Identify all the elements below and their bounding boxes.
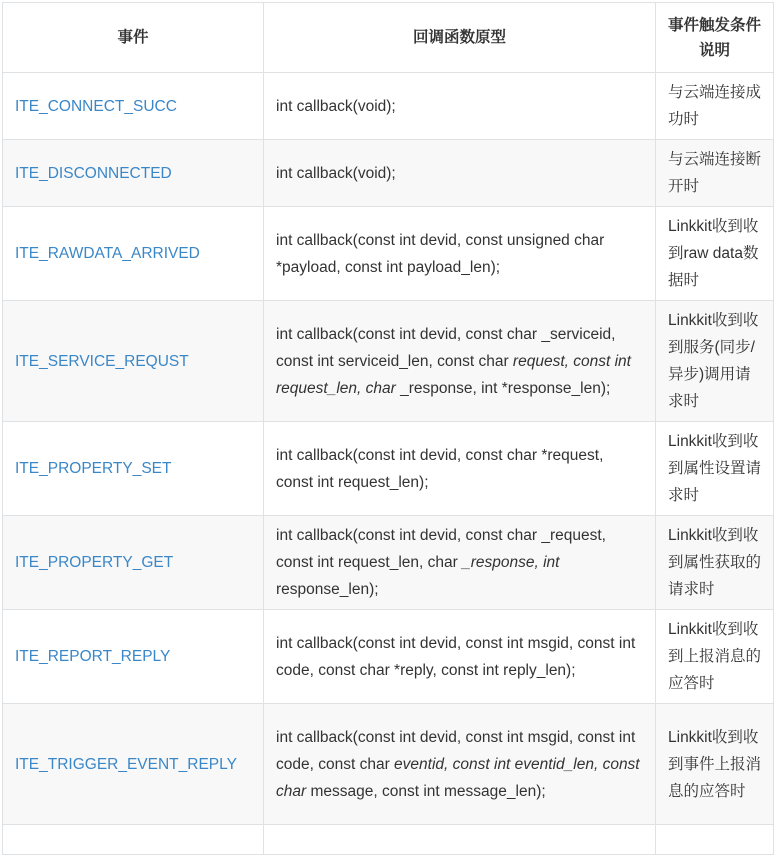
callback-prototype-cell bbox=[264, 140, 656, 207]
table-row bbox=[3, 704, 774, 825]
empty-cell bbox=[656, 825, 774, 855]
callback-prototype-cell bbox=[264, 73, 656, 140]
prototype-segment: response_len); bbox=[276, 581, 379, 598]
trigger-condition-cell: 与云端连接成功时 bbox=[656, 73, 774, 140]
prototype-segment: int callback(const int devid, const char _serviceid, const int serviceid_len, const char bbox=[276, 325, 616, 370]
trigger-condition-cell: Linkkit收到收到服务(同步/异步)调用请求时 bbox=[656, 301, 774, 422]
event-callback-table bbox=[2, 2, 774, 855]
event-name-link[interactable]: ITE_SERVICE_REQUST bbox=[3, 301, 264, 422]
callback-prototype-cell bbox=[264, 301, 656, 422]
callback-prototype-cell bbox=[264, 516, 656, 610]
table-row bbox=[3, 610, 774, 704]
header-callback-prototype: 回调函数原型 bbox=[264, 3, 656, 73]
trigger-condition-cell: Linkkit收到收到属性设置请求时 bbox=[656, 422, 774, 516]
table-row bbox=[3, 422, 774, 516]
callback-prototype-cell bbox=[264, 422, 656, 516]
prototype-segment: int callback(void); bbox=[276, 164, 396, 182]
prototype-segment: int callback(const int devid, const int msgid, const int code, const char *reply, const int reply_len); bbox=[276, 634, 636, 679]
trigger-condition-cell: Linkkit收到收到事件上报消息的应答时 bbox=[656, 704, 774, 825]
table-row bbox=[3, 140, 774, 207]
table-row bbox=[3, 73, 774, 140]
callback-prototype-cell bbox=[264, 207, 656, 301]
prototype-segment: int callback(const int devid, const char _request, const int request_len, char bbox=[276, 527, 606, 571]
prototype-segment: int callback(const int devid, const char *request, const int request_len); bbox=[276, 446, 604, 491]
trigger-condition-cell: Linkkit收到收到raw data数据时 bbox=[656, 207, 774, 301]
prototype-italic-segment: _response, int bbox=[462, 554, 560, 571]
event-name-link[interactable]: ITE_CONNECT_SUCC bbox=[3, 73, 264, 140]
prototype-italic-segment: eventid, const int eventid_len, const char bbox=[276, 755, 640, 800]
prototype-segment: int callback(void); bbox=[276, 97, 396, 115]
prototype-segment: int callback(const int devid, const unsigned char *payload, const int payload_len); bbox=[276, 231, 605, 276]
header-event: 事件 bbox=[3, 3, 264, 73]
event-name-link[interactable]: ITE_REPORT_REPLY bbox=[3, 610, 264, 704]
event-name-link[interactable]: ITE_TRIGGER_EVENT_REPLY bbox=[3, 704, 264, 825]
prototype-italic-segment: request, const int request_len, char bbox=[276, 352, 631, 397]
prototype-segment: _response, int *response_len); bbox=[400, 379, 611, 397]
callback-prototype-cell bbox=[264, 704, 656, 825]
trigger-condition-cell: Linkkit收到收到属性获取的请求时 bbox=[656, 516, 774, 610]
table-row bbox=[3, 301, 774, 422]
table-row bbox=[3, 207, 774, 301]
table-header-row bbox=[3, 3, 774, 73]
table-body bbox=[3, 73, 774, 855]
table-row-partial bbox=[3, 825, 774, 855]
empty-cell bbox=[3, 825, 264, 855]
event-name-link[interactable]: ITE_RAWDATA_ARRIVED bbox=[3, 207, 264, 301]
table-row bbox=[3, 516, 774, 610]
header-trigger-condition: 事件触发条件说明 bbox=[656, 3, 774, 73]
trigger-condition-cell: 与云端连接断开时 bbox=[656, 140, 774, 207]
event-name-link[interactable]: ITE_PROPERTY_SET bbox=[3, 422, 264, 516]
empty-cell bbox=[264, 825, 656, 855]
prototype-segment: int callback(const int devid, const int msgid, const int code, const char bbox=[276, 728, 636, 773]
event-name-link[interactable]: ITE_PROPERTY_GET bbox=[3, 516, 264, 610]
prototype-segment: message, const int message_len); bbox=[310, 782, 546, 800]
trigger-condition-cell: Linkkit收到收到上报消息的应答时 bbox=[656, 610, 774, 704]
callback-prototype-cell bbox=[264, 610, 656, 704]
event-name-link[interactable]: ITE_DISCONNECTED bbox=[3, 140, 264, 207]
